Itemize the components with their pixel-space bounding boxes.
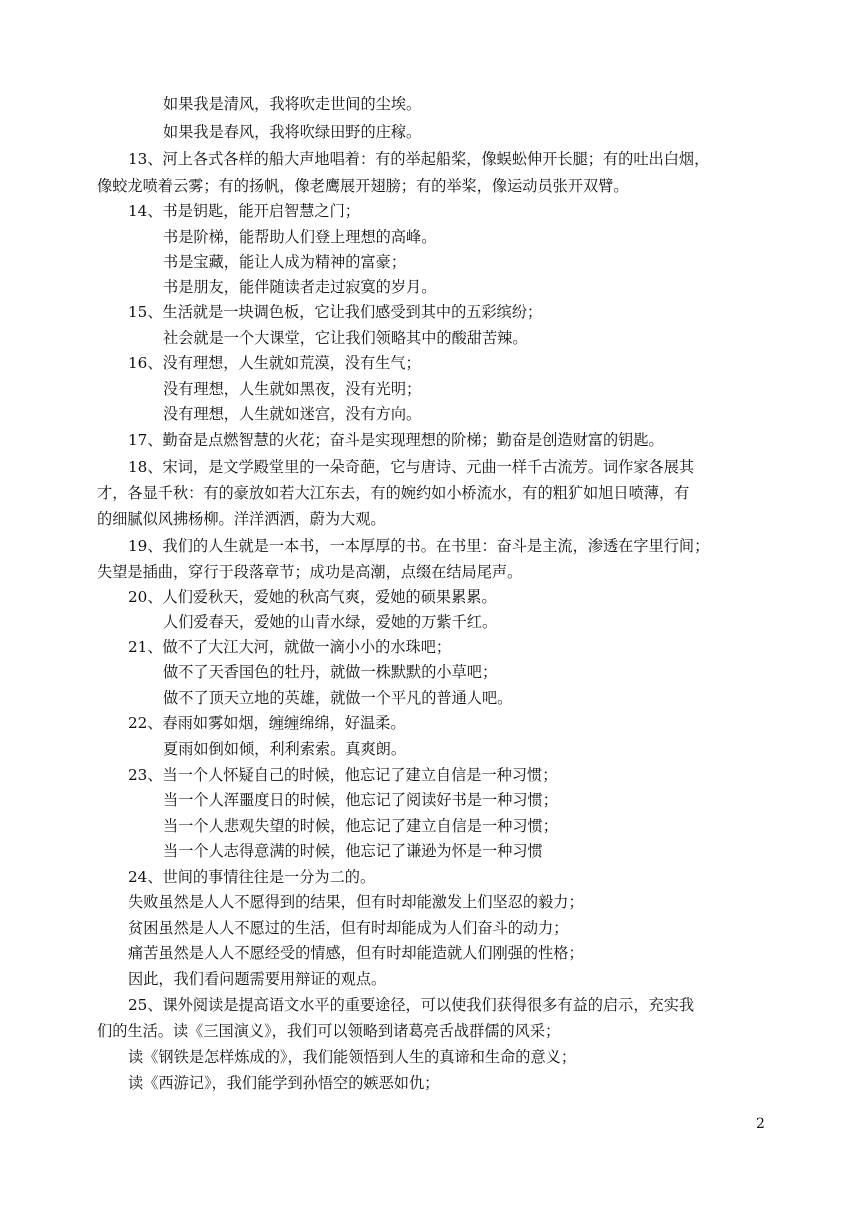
text-line: 失败虽然是人人不愿得到的结果，但有时却能激发上们坚忍的毅力； xyxy=(128,893,584,911)
text-line: 像蛟龙喷着云雾；有的扬帆，像老鹰展开翅膀；有的举桨，像运动员张开双臂。 xyxy=(97,177,629,195)
text-line: 夏雨如倒如倾，利利索索。真爽朗。 xyxy=(163,740,406,758)
text-line: 24、世间的事情往往是一分为二的。 xyxy=(128,868,376,886)
text-line: 读《西游记》，我们能学到孙悟空的嫉恶如仇； xyxy=(128,1074,440,1092)
text-line: 没有理想，人生就如迷宫，没有方向。 xyxy=(163,405,422,423)
text-line: 22、春雨如雾如烟，缠缠绵绵，好温柔。 xyxy=(128,714,406,732)
text-line: 如果我是清风，我将吹走世间的尘埃。 xyxy=(163,95,422,113)
text-line: 才，各显千秋：有的豪放如若大江东去，有的婉约如小桥流水，有的粗犷如旭日喷薄，有 xyxy=(97,484,690,502)
text-line: 如果我是春风，我将吹绿田野的庄稼。 xyxy=(163,123,422,141)
text-line: 23、当一个人怀疑自己的时候，他忘记了建立自信是一种习惯； xyxy=(128,766,558,784)
text-line: 失望是插曲，穿行于段落章节；成功是高潮，点缀在结局尾声。 xyxy=(97,563,523,581)
text-line: 25、课外阅读是提高语文水平的重要途径，可以使我们获得很多有益的启示，充实我 xyxy=(128,996,695,1014)
text-line: 20、人们爱秋天，爱她的秋高气爽，爱她的硕果累累。 xyxy=(128,588,497,606)
text-line: 13、河上各式各样的船大声地唱着：有的举起船桨，像蜈蚣伸开长腿；有的吐出白烟， xyxy=(128,150,710,168)
text-line: 当一个人浑噩度日的时候，他忘记了阅读好书是一种习惯； xyxy=(163,791,558,809)
text-line: 18、宋词，是文学殿堂里的一朵奇葩，它与唐诗、元曲一样千古流芳。词作家各展其 xyxy=(128,458,695,476)
text-line: 21、做不了大江大河，就做一滴小小的水珠吧； xyxy=(128,638,452,656)
text-line: 社会就是一个大课堂，它让我们领略其中的酸甜苦辣。 xyxy=(163,329,528,347)
text-line: 书是阶梯，能帮助人们登上理想的高峰。 xyxy=(163,228,437,246)
text-line: 书是朋友，能伴随读者走过寂寞的岁月。 xyxy=(163,278,437,296)
text-line: 做不了顶天立地的英雄，就做一个平凡的普通人吧。 xyxy=(163,689,513,707)
text-line: 们的生活。读《三国演义》，我们可以领略到诸葛亮舌战群儒的风采； xyxy=(97,1022,561,1040)
text-line: 15、生活就是一块调色板，它让我们感受到其中的五彩缤纷； xyxy=(128,303,543,321)
text-line: 因此，我们看问题需要用辩证的观点。 xyxy=(128,970,387,988)
text-line: 当一个人志得意满的时候，他忘记了谦逊为怀是一种习惯 xyxy=(163,842,543,860)
text-line: 的细腻似风拂杨柳。洋洋洒洒，蔚为大观。 xyxy=(97,510,386,528)
text-line: 贫困虽然是人人不愿过的生活，但有时却能成为人们奋斗的动力； xyxy=(128,919,569,937)
text-line: 14、书是钥匙，能开启智慧之门； xyxy=(128,202,360,220)
text-line: 当一个人悲观失望的时候，他忘记了建立自信是一种习惯； xyxy=(163,817,558,835)
page-number: 2 xyxy=(756,1116,765,1132)
text-line: 人们爱春天，爱她的山青水绿，爱她的万紫千红。 xyxy=(163,613,498,631)
text-line: 没有理想，人生就如黑夜，没有光明； xyxy=(163,380,422,398)
text-line: 19、我们的人生就是一本书，一本厚厚的书。在书里：奋斗是主流，渗透在字里行间； xyxy=(128,537,710,555)
text-line: 16、没有理想，人生就如荒漠，没有生气； xyxy=(128,354,421,372)
text-line: 读《钢铁是怎样炼成的》，我们能领悟到人生的真谛和生命的意义； xyxy=(128,1048,577,1066)
text-line: 做不了天香国色的牡丹，就做一株默默的小草吧； xyxy=(163,663,498,681)
text-line: 书是宝藏，能让人成为精神的富豪； xyxy=(163,253,406,271)
text-line: 17、勤奋是点燃智慧的火花；奋斗是实现理想的阶梯；勤奋是创造财富的钥匙。 xyxy=(128,431,664,449)
text-line: 痛苦虽然是人人不愿经受的情感，但有时却能造就人们刚强的性格； xyxy=(128,944,584,962)
